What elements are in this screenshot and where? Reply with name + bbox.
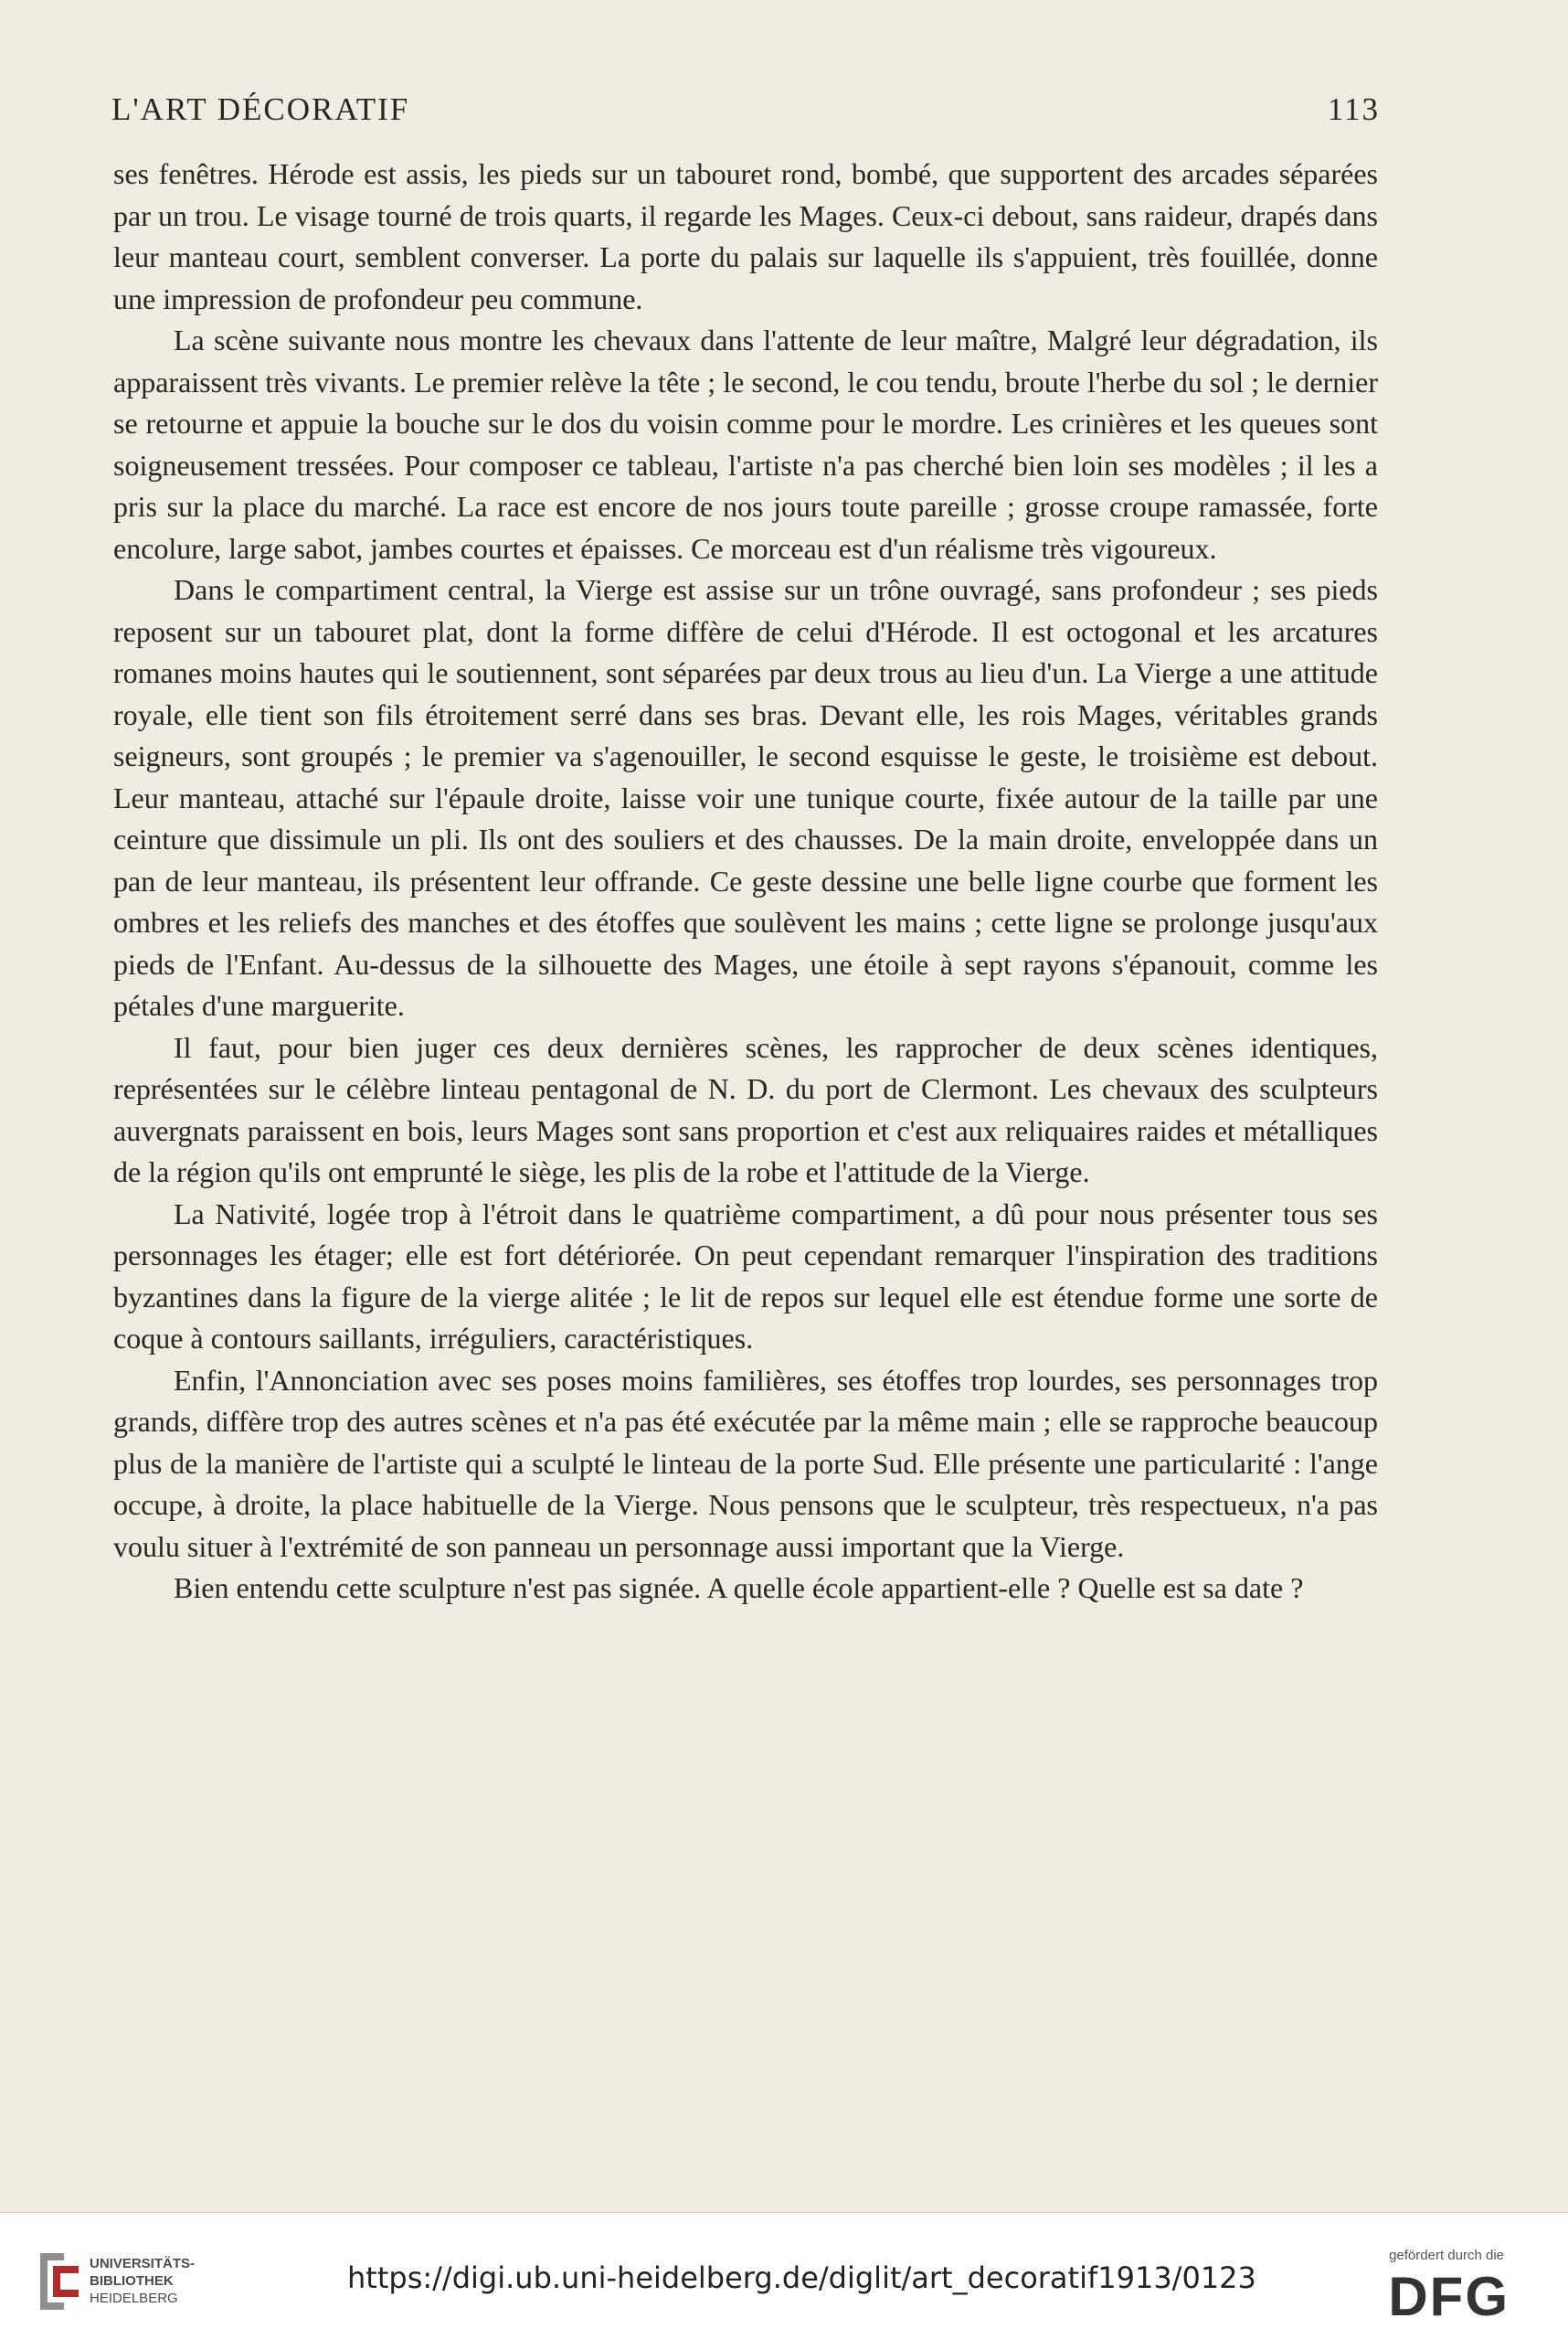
paragraph: La Nativité, logée trop à l'étroit dans le quatrième compartiment, a dû pour nous présenter tous ses personnages les étager; elle est fort détériorée. On peut cependant remarquer l'inspiration des traditions byzantines dans la figure de la vierge alitée ; le lit de repos sur lequel elle est étendue forme une sorte de coque à contours saillants, irréguliers, caractéristiques. [113,1196,1378,1355]
paragraph: Enfin, l'Annonciation avec ses poses moins familières, ses étoffes trop lourdes, ses personnages trop grands, diffère trop des autres scènes et n'a pas été exécutée par la même main ; elle se rapproche beaucoup plus de la manière de l'artiste qui a sculpté le linteau de la porte Sud. Elle présente une particularité : l'ange occupe, à droite, la place habituelle de la Vierge. Nous pensons que le sculpteur, très respectueux, n'a pas voulu situer à l'extrémité de son panneau un personnage aussi important que la Vierge. [113,1363,1378,1563]
page-number: 113 [1327,91,1380,127]
dfg-logo[interactable]: DFG [1388,2266,1510,2327]
library-name-line: HEIDELBERG [90,2291,178,2306]
paragraph: La scène suivante nous montre les chevaux dans l'attente de leur maître, Malgré leur dégradation, ils apparaissent très vivants. Le premier relève la tête ; le second, le cou tendu, broute l'herbe du sol ; le dernier se retourne et appuie la bouche sur le dos du voisin comme pour le mordre. Les crinières et les queues sont soigneusement tressées. Pour composer ce tableau, l'artiste n'a pas cherché bien loin ses modèles ; il les a pris sur la place du marché. La race est encore de nos jours toute pareille ; grosse croupe ramassée, forte encolure, large sabot, jambes courtes et épaisses. Ce morceau est d'un réalisme très vigoureux. [113,324,1378,565]
journal-title: L'ART DÉCORATIF [111,91,410,127]
paragraph: Bien entendu cette sculpture n'est pas signée. A quelle école appartient-elle ? Quelle est sa date ? [174,1571,1304,1604]
article-body [113,154,1378,1610]
paragraph: Il faut, pour bien juger ces deux dernières scènes, les rapprocher de deux scènes identiques, représentées sur le célèbre linteau pentagonal de N. D. du port de Clermont. Les chevaux des sculpteurs auvergnats paraissent en bois, leurs Mages sont sans proportion et c'est aux reliquaires raides et métalliques de la région qu'ils ont emprunté le siège, les plis de la robe et l'attitude de la Vierge. [113,1030,1378,1188]
library-name-line: UNIVERSITÄTS- [90,2256,196,2271]
viewer-footer [0,2212,1568,2350]
library-logo-icon [37,2251,82,2312]
library-name-line: BIBLIOTHEK [90,2273,174,2289]
paragraph: Dans le compartiment central, la Vierge est assise sur un trône ouvragé, sans profondeur ; ses pieds reposent sur un tabouret plat, dont la forme diffère de celui d'Hérode. Il est octogonal et les arcatures romanes moins hautes qui le soutiennent, sont séparées par deux trous au lieu d'un. La Vierge a une attitude royale, elle tient son fils étroitement serré dans ses bras. Devant elle, les rois Mages, véritables grands seigneurs, sont groupés ; le premier va s'agenouiller, le second esquisse le geste, le troisième est debout. Leur manteau, attaché sur l'épaule droite, laisse voir une tunique courte, fixée autour de la taille par une ceinture que dissimule un pli. Ils ont des souliers et des chausses. De la main droite, enveloppée dans un pan de leur manteau, ils présentent leur offrande. Ce geste dessine une belle ligne courbe que forment les ombres et les reliefs des manches et des étoffes que soulèvent les mains ; cette ligne se prolonge jusqu'aux pieds de l'Enfant. Au-dessus de la silhouette des Mages, une étoile à sept rayons s'épanouit, comme les pétales d'une marguerite. [113,573,1378,1022]
library-logo[interactable] [37,2251,219,2315]
paragraph: ses fenêtres. Hérode est assis, les pieds sur un tabouret rond, bombé, que supportent des arcades séparées par un trou. Le visage tourné de trois quarts, il regarde les Mages. Ceux-ci debout, sans raideur, drapés dans leur manteau court, semblent converser. La porte du palais sur laquelle ils s'appuient, très fouillée, donne une impression de profondeur peu commune. [113,157,1378,315]
sponsor-label: gefördert durch die [1389,2248,1504,2263]
running-header [111,91,1380,137]
permalink[interactable]: https://digi.ub.uni-heidelberg.de/diglit/art_decoratif1913/0123 [347,2260,1256,2295]
library-name [90,2255,195,2307]
